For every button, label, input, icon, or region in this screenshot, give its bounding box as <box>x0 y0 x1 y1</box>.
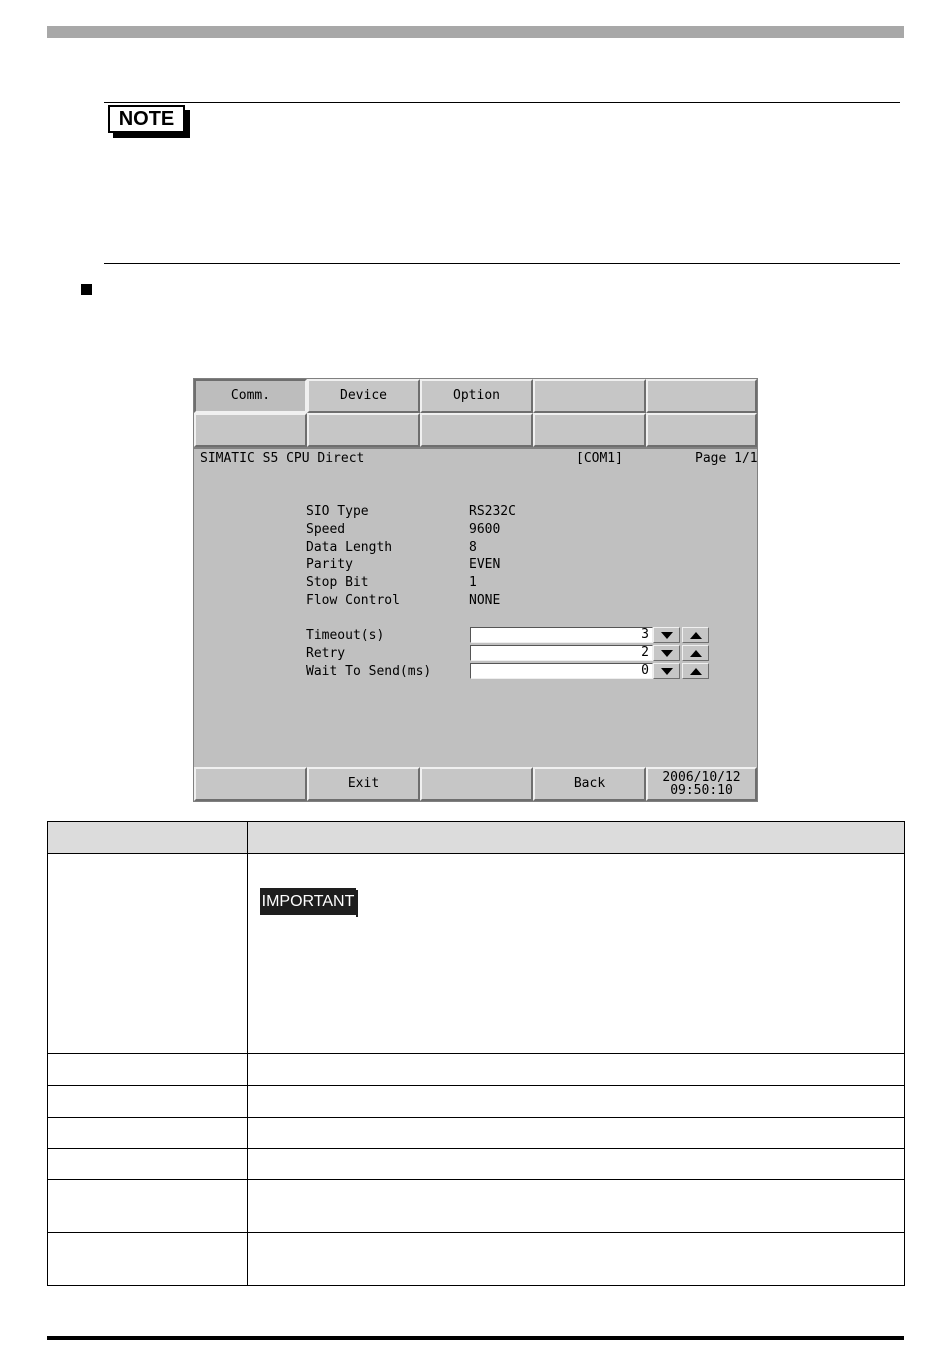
stop-bit-label: Stop Bit <box>306 575 369 590</box>
data-length-value: 8 <box>469 540 477 555</box>
settings-table <box>47 821 905 1286</box>
timeout-decrement-button[interactable] <box>653 627 680 643</box>
tab-row2-4[interactable] <box>533 413 646 447</box>
retry-field[interactable]: 2 <box>470 645 653 661</box>
page-indicator: Page 1/1 <box>695 451 758 466</box>
speed-label: Speed <box>306 522 346 537</box>
tab-empty-2[interactable] <box>646 379 757 413</box>
time-text: 09:50:10 <box>670 783 733 798</box>
tab-comm[interactable]: Comm. <box>194 379 307 413</box>
tab-row2-3[interactable] <box>420 413 533 447</box>
parity-label: Parity <box>306 557 353 572</box>
tab-option[interactable]: Option <box>420 379 533 413</box>
sio-type-label: SIO Type <box>306 504 369 519</box>
driver-name: SIMATIC S5 CPU Direct <box>200 451 365 466</box>
tab-row2-5[interactable] <box>646 413 757 447</box>
port-name: [COM1] <box>576 451 623 466</box>
wait-to-send-field[interactable]: 0 <box>470 663 653 679</box>
arrow-down-icon <box>661 667 673 676</box>
retry-decrement-button[interactable] <box>653 645 680 661</box>
speed-value: 9600 <box>469 522 501 537</box>
note-label: NOTE <box>108 105 185 133</box>
section-bullet-icon <box>81 284 92 295</box>
tab-separator <box>194 447 757 449</box>
data-length-label: Data Length <box>306 540 393 555</box>
tab-device[interactable]: Device <box>307 379 420 413</box>
arrow-up-icon <box>690 649 702 658</box>
arrow-up-icon <box>690 667 702 676</box>
bottom-button-empty-1[interactable] <box>194 767 307 801</box>
bottom-button-empty-2[interactable] <box>420 767 533 801</box>
wait-to-send-increment-button[interactable] <box>682 663 709 679</box>
arrow-down-icon <box>661 649 673 658</box>
table-row <box>48 1233 905 1286</box>
gp-settings-screen <box>193 378 758 802</box>
tab-row2-1[interactable] <box>194 413 307 447</box>
table-row <box>48 1180 905 1233</box>
table-row <box>48 1118 905 1149</box>
flow-control-value: NONE <box>469 593 501 608</box>
sio-type-value: RS232C <box>469 504 516 519</box>
table-row <box>48 854 905 1054</box>
header-bar <box>47 26 904 38</box>
stop-bit-value: 1 <box>469 575 477 590</box>
header-cell-description <box>248 822 905 854</box>
wait-to-send-label: Wait To Send(ms) <box>306 664 432 679</box>
datetime-display <box>646 767 757 801</box>
timeout-label: Timeout(s) <box>306 628 385 643</box>
table-header-row <box>48 822 905 854</box>
date-text: 2006/10/12 <box>662 770 741 785</box>
flow-control-label: Flow Control <box>306 593 400 608</box>
tab-empty-1[interactable] <box>533 379 646 413</box>
header-cell-setup-items <box>48 822 248 854</box>
timeout-increment-button[interactable] <box>682 627 709 643</box>
table-row <box>48 1149 905 1180</box>
note-bottom-rule <box>104 263 900 264</box>
exit-button[interactable]: Exit <box>307 767 420 801</box>
arrow-down-icon <box>661 631 673 640</box>
arrow-up-icon <box>690 631 702 640</box>
table-row <box>48 1086 905 1118</box>
note-top-rule <box>104 102 900 103</box>
wait-to-send-decrement-button[interactable] <box>653 663 680 679</box>
table-row <box>48 1054 905 1086</box>
important-badge <box>260 888 358 918</box>
timeout-field[interactable]: 3 <box>470 627 653 643</box>
retry-label: Retry <box>306 646 346 661</box>
footer-rule <box>47 1336 904 1340</box>
parity-value: EVEN <box>469 557 501 572</box>
back-button[interactable]: Back <box>533 767 646 801</box>
important-label: IMPORTANT <box>260 888 356 915</box>
retry-increment-button[interactable] <box>682 645 709 661</box>
tab-row2-2[interactable] <box>307 413 420 447</box>
note-badge <box>108 105 190 138</box>
